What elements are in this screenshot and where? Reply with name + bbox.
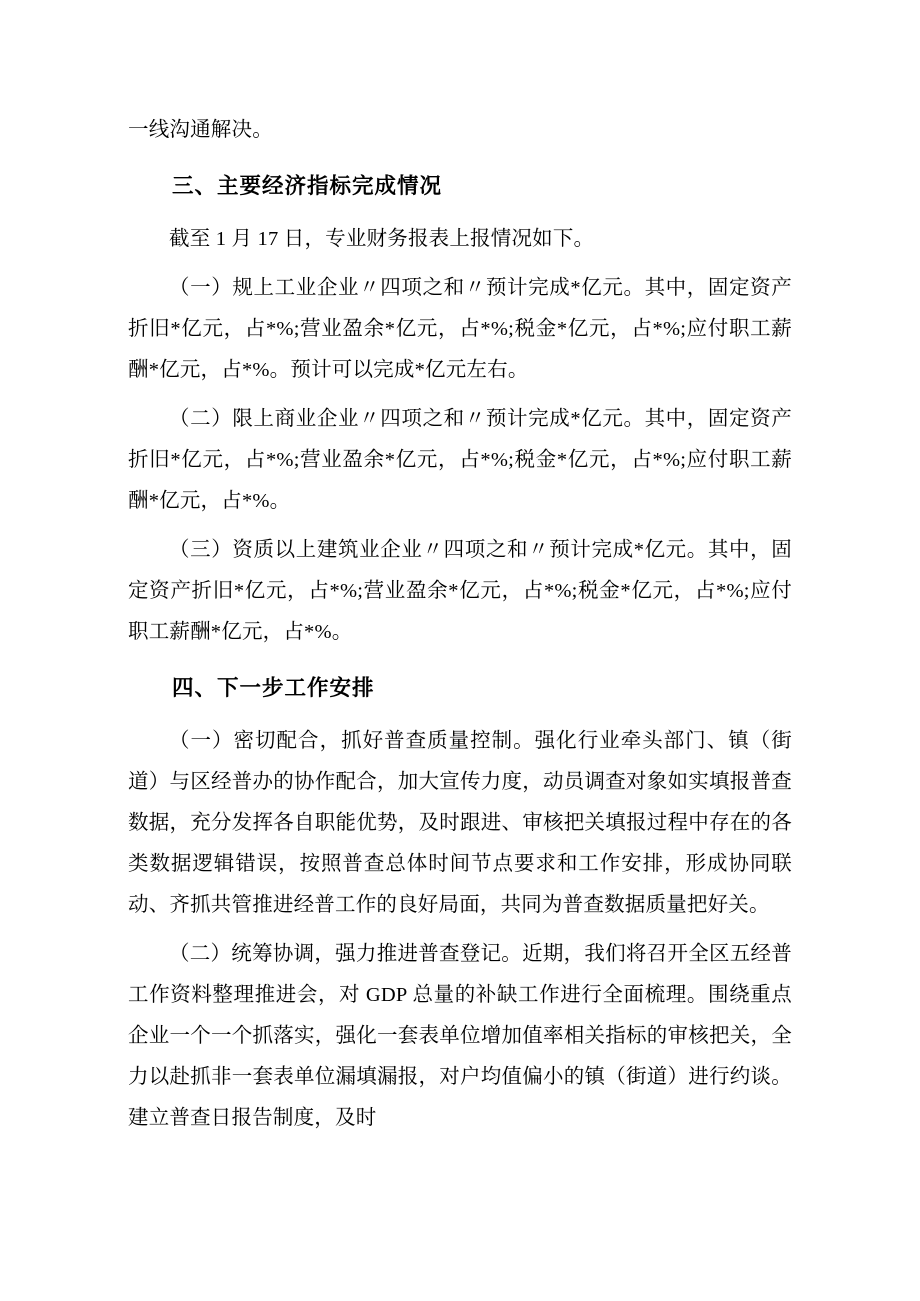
paragraph-continuation: 一线沟通解决。: [128, 119, 273, 141]
document-body: [128, 110, 792, 1139]
paragraph-report-status: 截至 1 月 17 日，专业财务报表上报情况如下。: [169, 228, 595, 250]
section-heading-three: 三、主要经济指标完成情况: [172, 174, 443, 199]
paragraph-item-two: （二）限上商业企业〃四项之和〃预计完成*亿元。其中，固定资产折旧*亿元，占*%;营业盈余*亿元，占*%;税金*亿元，占*%;应付职工薪酬*亿元，占*%。: [128, 408, 792, 512]
section-heading-four: 四、下一步工作安排: [172, 676, 375, 701]
paragraph-item-three: （三）资质以上建筑业企业〃四项之和〃预计完成*亿元。其中，固定资产折旧*亿元，占*%;营业盈余*亿元，占*%;税金*亿元，占*%;应付职工薪酬*亿元，占*%。: [128, 539, 792, 643]
paragraph-item-one: （一）规上工业企业〃四项之和〃预计完成*亿元。其中，固定资产折旧*亿元，占*%;营业盈余*亿元，占*%;税金*亿元，占*%;应付职工薪酬*亿元，占*%。预计可以完成*亿元左右。: [128, 277, 792, 381]
paragraph-plan-one: （一）密切配合，抓好普查质量控制。强化行业牵头部门、镇（街道）与区经普办的协作配合，加大宣传力度，动员调查对象如实填报普查数据，充分发挥各自职能优势，及时跟进、审核把关填报过程中存在的各类数据逻辑错误，按照普查总体时间节点要求和工作安排，形成协同联动、齐抓共管推进经普工作的良好局面，共同为普查数据质量把好关。: [128, 730, 792, 916]
paragraph-plan-two: （二）统筹协调，强力推进普查登记。近期，我们将召开全区五经普工作资料整理推进会，对 GDP 总量的补缺工作进行全面梳理。围绕重点企业一个一个抓落实，强化一套表单位增加值率相关指标的审核把关，全力以赴抓非一套表单位漏填漏报，对户均值偏小的镇（街道）进行约谈。建立普查日报告制度，及时: [128, 943, 792, 1129]
